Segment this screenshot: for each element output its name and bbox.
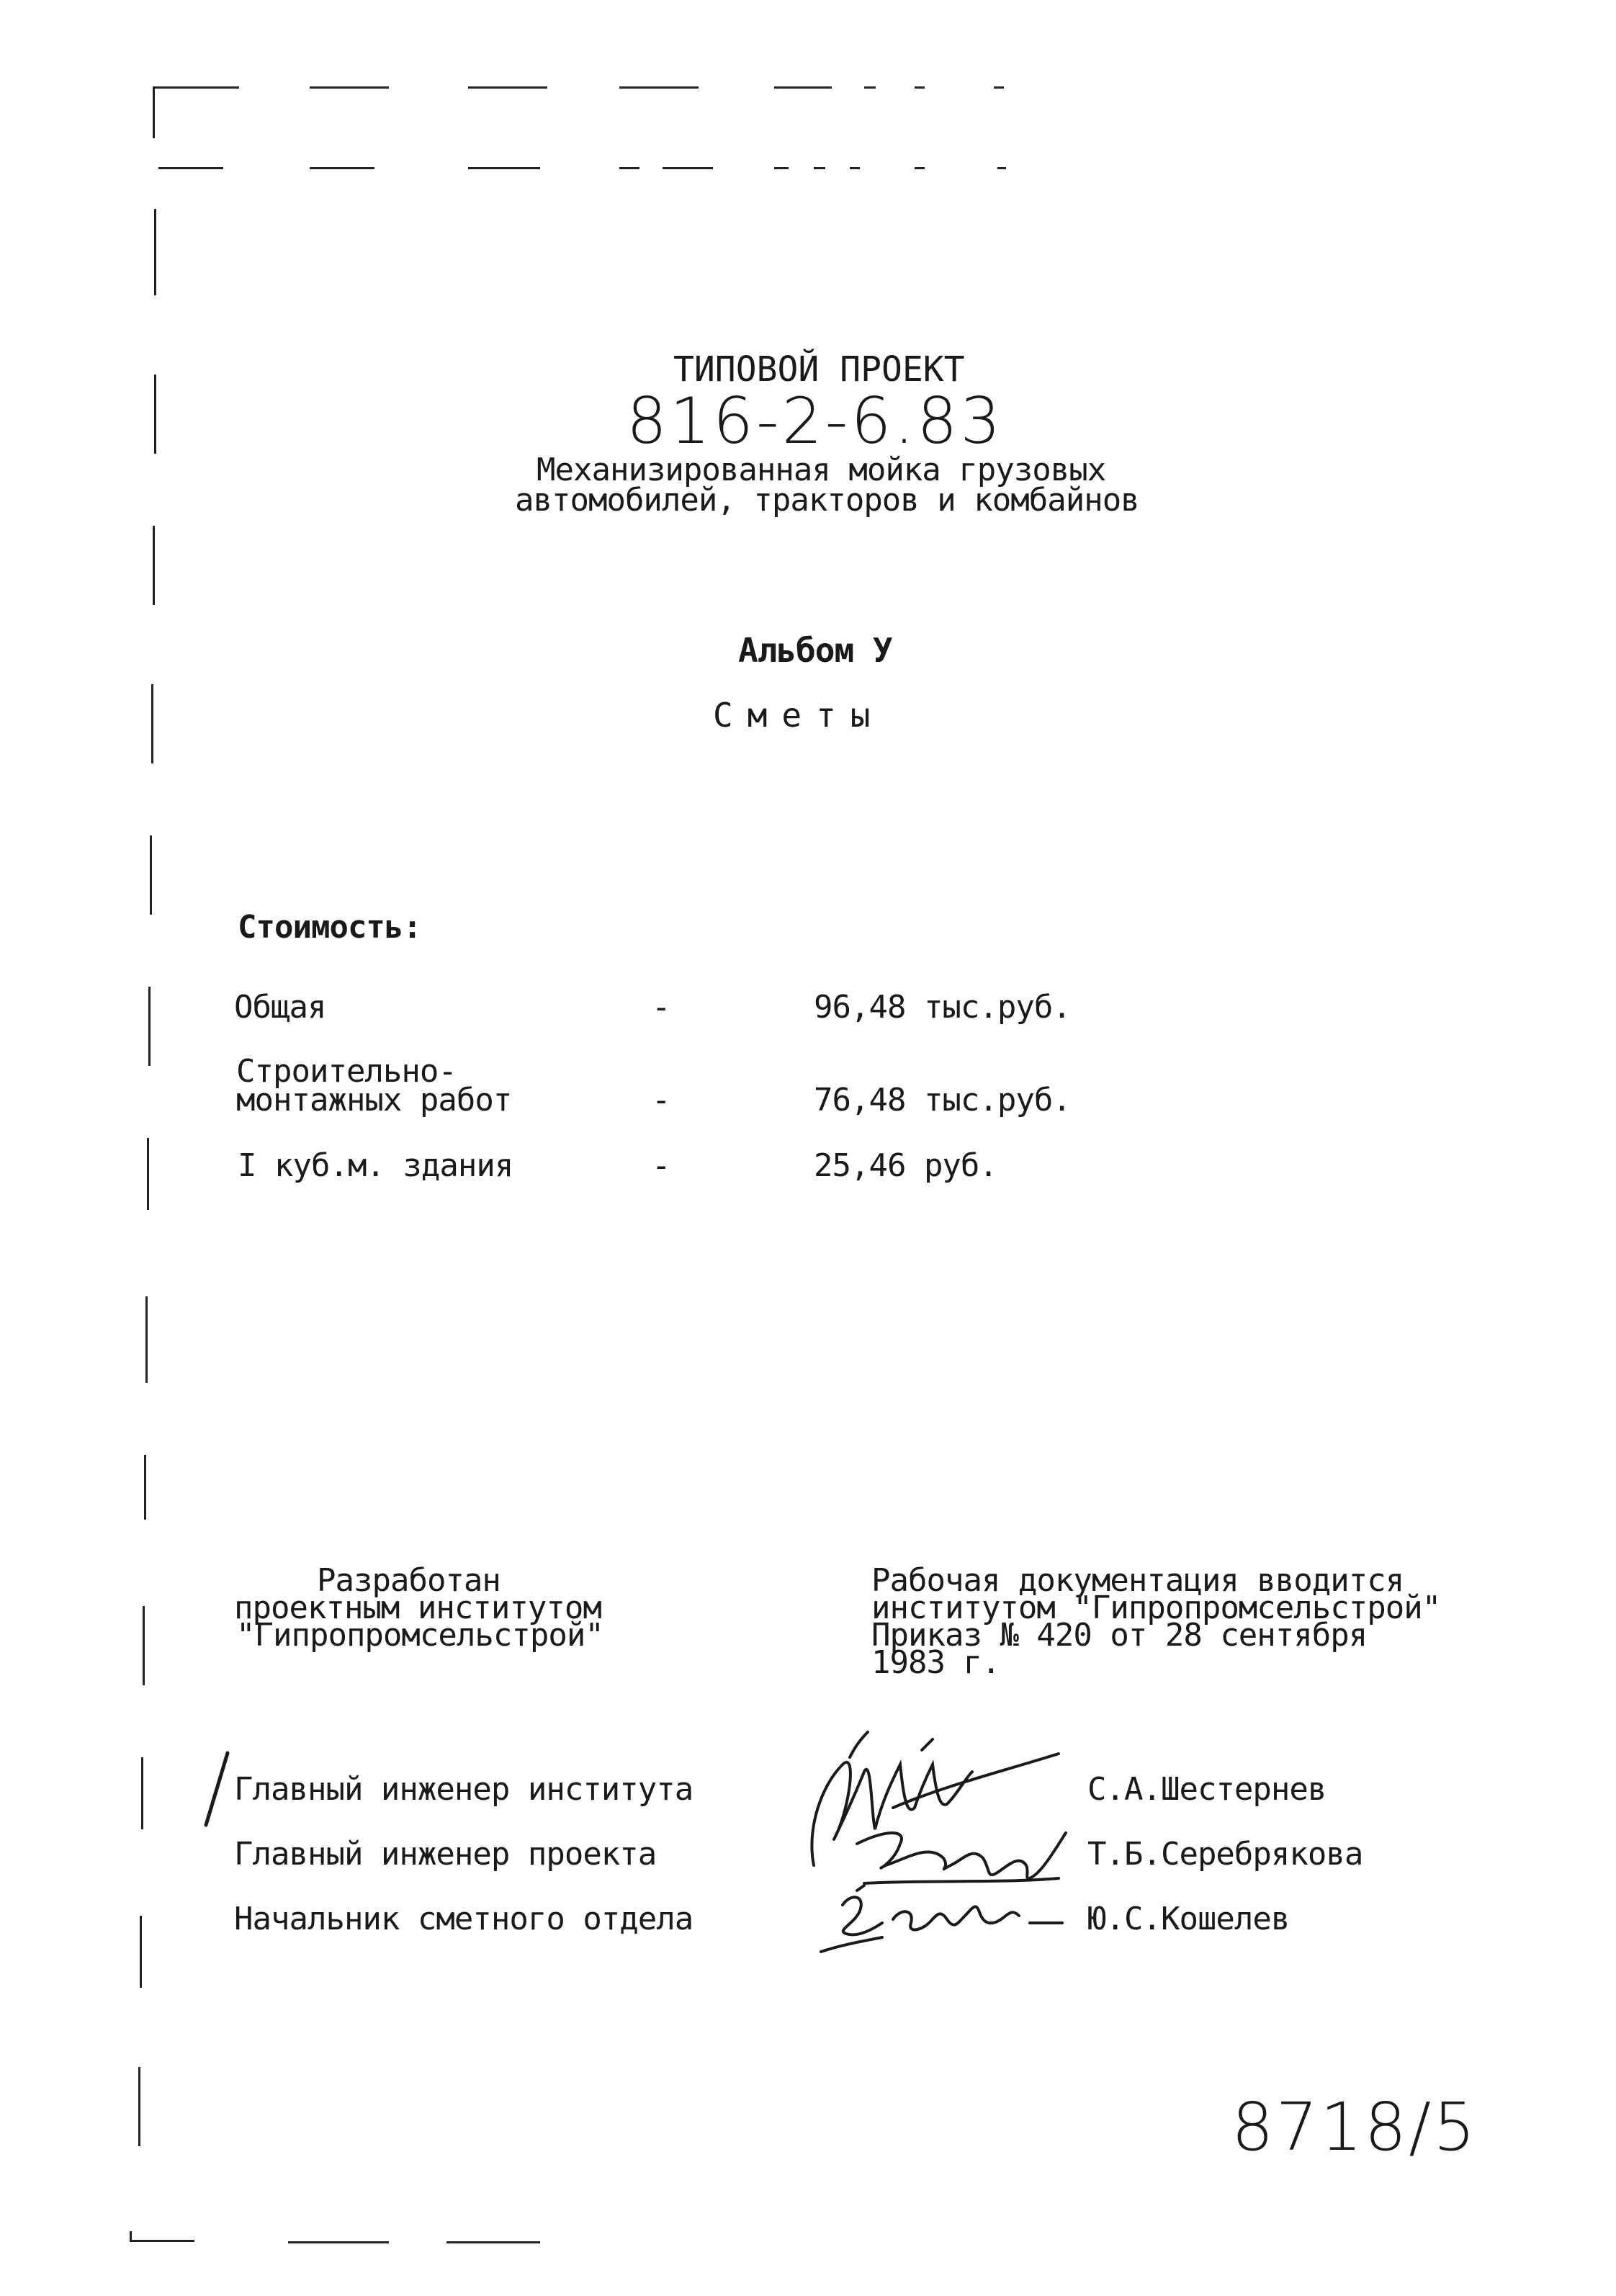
signatory-role-3: Начальник сметного отдела: [234, 1901, 693, 1937]
cost-heading: Стоимость:: [238, 909, 421, 946]
enactment-line2: институтом "Гипропромсельстрой": [871, 1589, 1441, 1626]
doc-type: ТИПОВОЙ ПРОЕКТ: [673, 349, 965, 390]
developer-line3: "Гипропромсельстрой": [236, 1617, 603, 1654]
enactment-line3: Приказ № 420 от 28 сентября: [871, 1617, 1368, 1654]
album-label: Альбом У: [738, 631, 892, 670]
cost-construction-label-line1: Строительно-: [236, 1053, 457, 1090]
signatory-role-1: Главный инженер института: [234, 1771, 693, 1808]
signatory-name-1: С.А.Шестернев: [1087, 1771, 1327, 1808]
project-number: 816-2-6.83: [627, 384, 1004, 458]
cost-per-m3-value: 25,46 руб.: [814, 1147, 997, 1184]
enactment-line4: 1983 г.: [871, 1644, 1000, 1681]
cost-total-dash: -: [652, 989, 670, 1026]
cost-per-m3-label: I куб.м. здания: [238, 1147, 513, 1184]
signatory-name-3: Ю.С.Кошелев: [1087, 1901, 1290, 1937]
signatory-name-2: Т.Б.Серебрякова: [1087, 1836, 1363, 1873]
project-title-line2: автомобилей, тракторов и комбайнов: [515, 482, 1139, 519]
section-label: Сметы: [713, 696, 885, 735]
archive-number: 8718/5: [1231, 2089, 1478, 2166]
cost-per-m3-dash: -: [652, 1147, 670, 1184]
cost-construction-dash: -: [652, 1082, 670, 1118]
cost-total-label: Общая: [234, 989, 326, 1026]
cost-construction-label-line2: монтажных работ: [236, 1082, 512, 1118]
cost-total-value: 96,48 тыс.руб.: [814, 989, 1071, 1026]
margin-tick-mark: [202, 1750, 230, 1829]
cost-construction-value: 76,48 тыс.руб.: [814, 1082, 1071, 1118]
developer-line1: Разработан: [317, 1562, 500, 1599]
developer-line2: проектным институтом: [234, 1589, 601, 1626]
signature-koshelev: [814, 1880, 1087, 1966]
signatory-role-2: Главный инженер проекта: [234, 1836, 657, 1873]
project-title-line1: Механизированная мойка грузовых: [537, 452, 1106, 488]
enactment-line1: Рабочая документация вводится: [871, 1562, 1404, 1599]
